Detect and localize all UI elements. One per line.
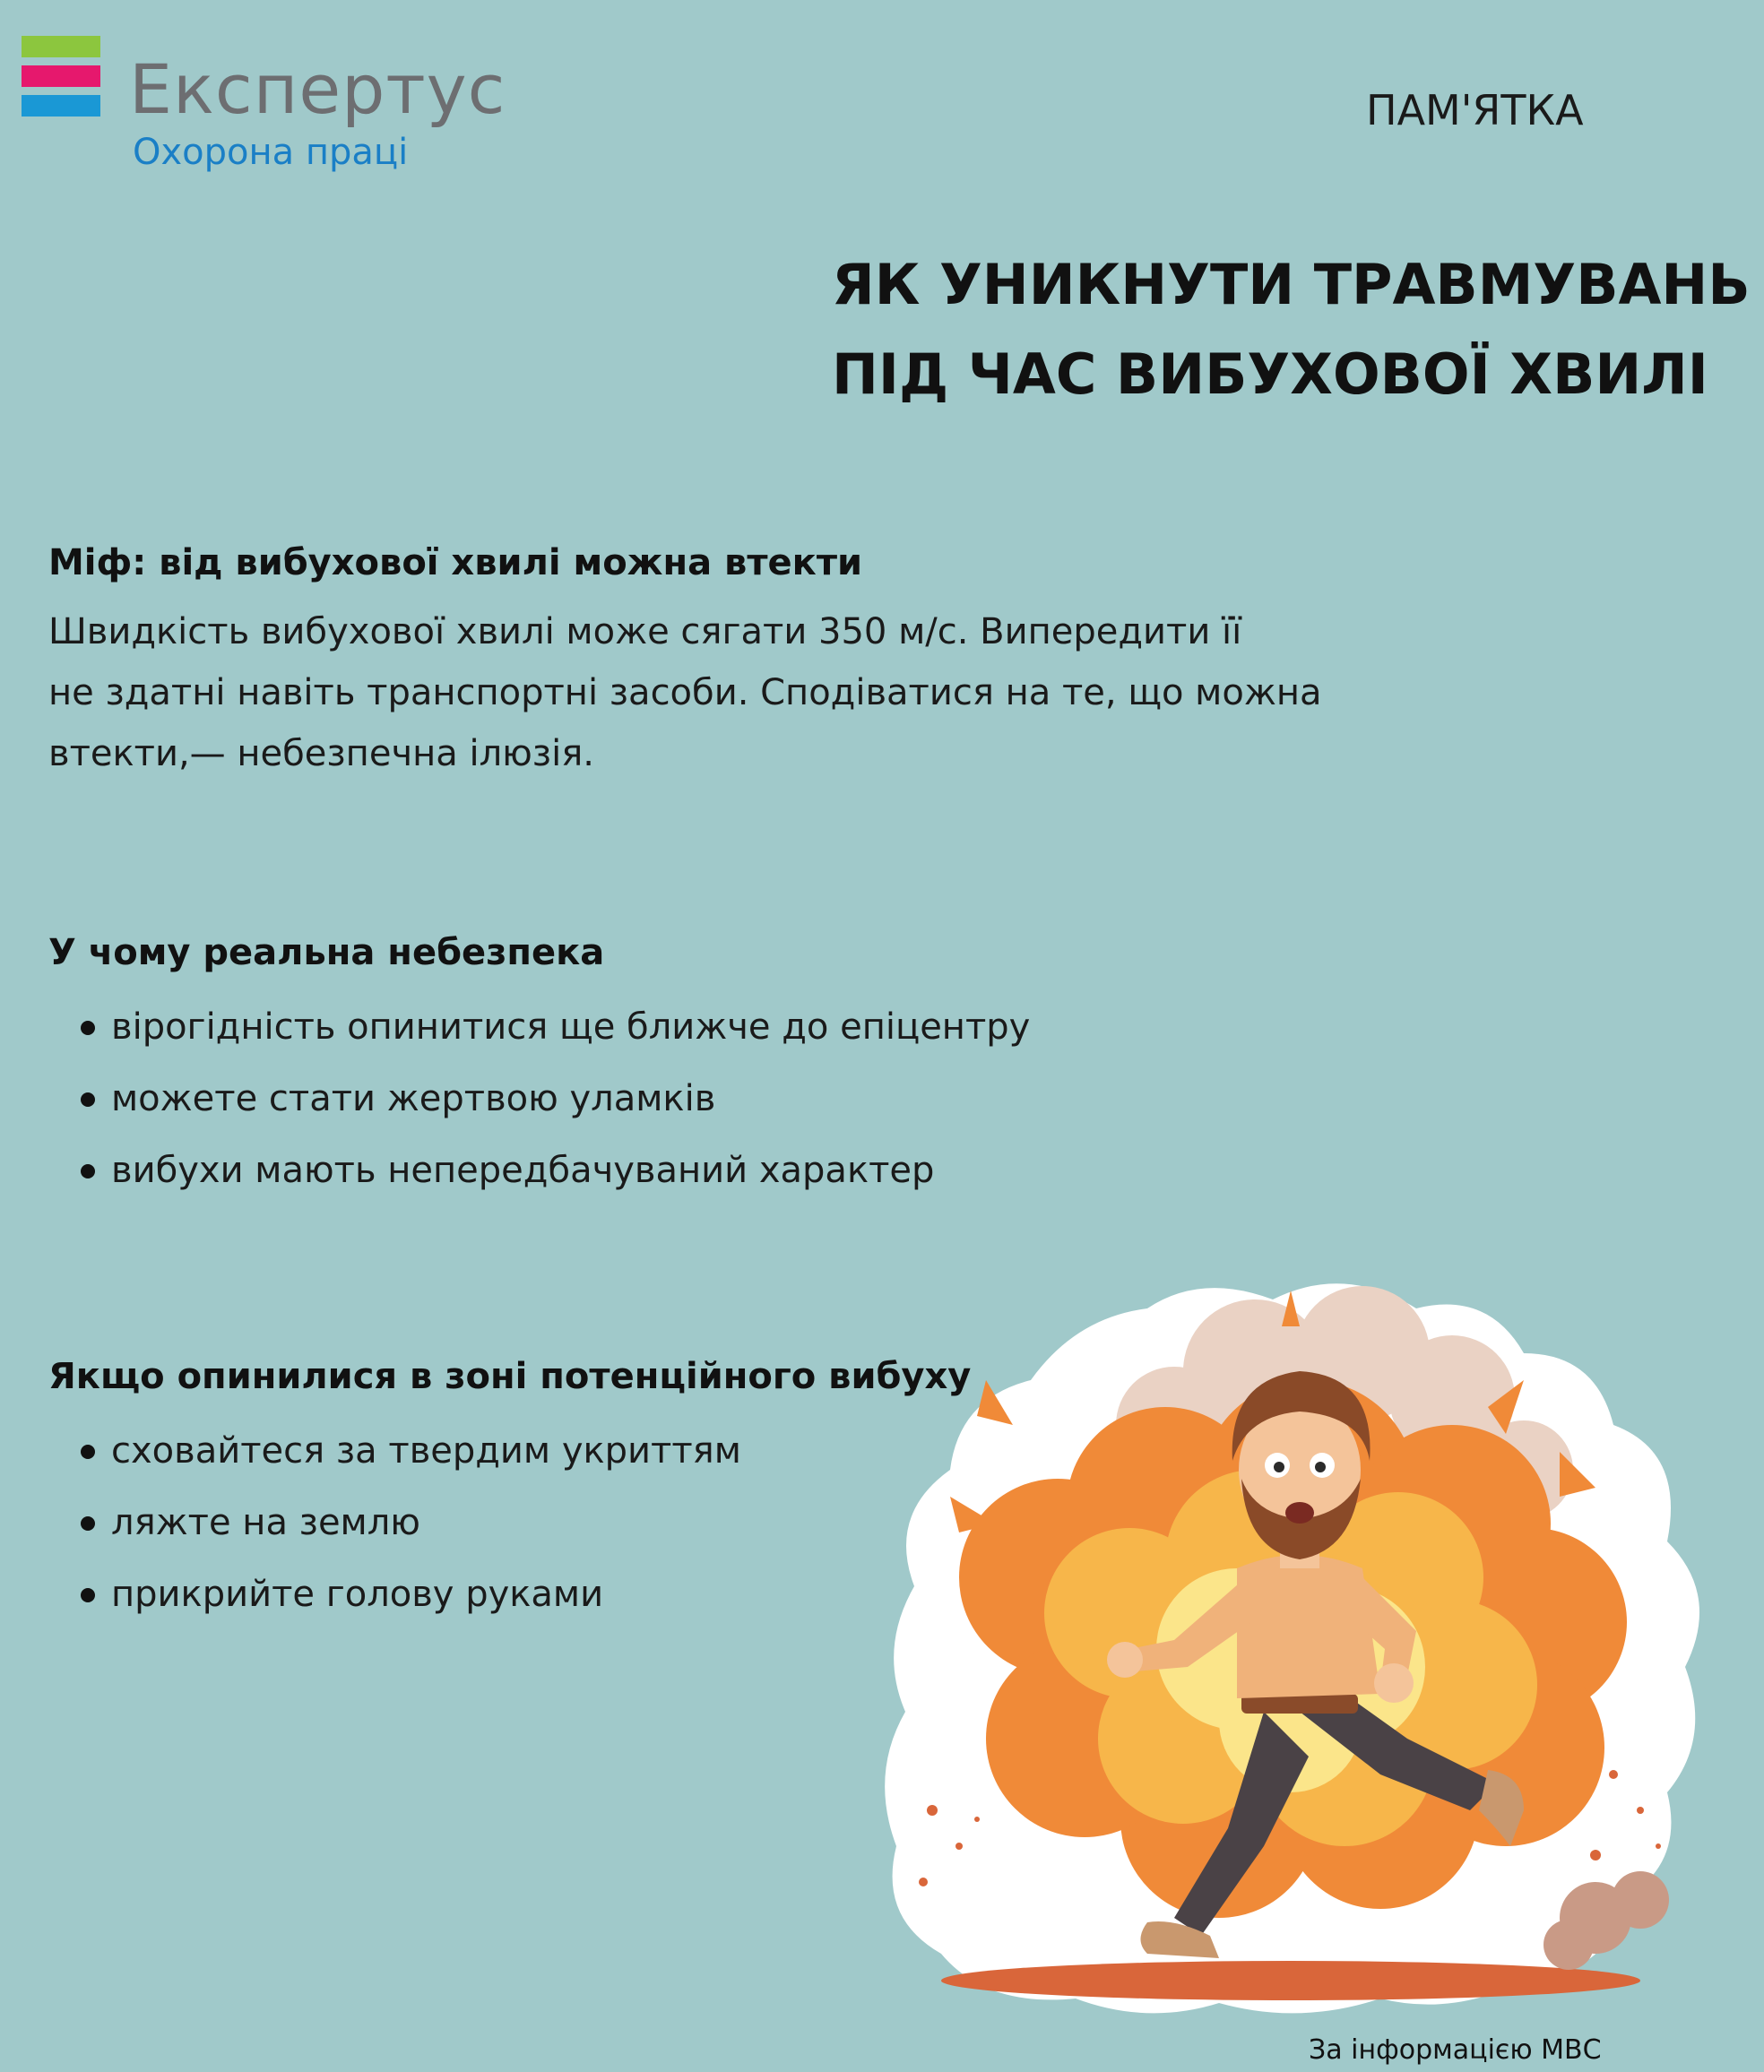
list-item: вибухи мають непередбачуваний характер — [48, 1135, 1030, 1206]
logo-stripes-icon — [22, 36, 100, 117]
logo-brand-name: Експертус — [129, 49, 506, 129]
list-item: ляжте на землю — [48, 1487, 971, 1558]
logo-subtitle: Охорона праці — [133, 132, 409, 173]
list-item: прикрийте голову руками — [48, 1558, 971, 1630]
myth-section — [48, 542, 1322, 784]
bullet-icon — [81, 1164, 95, 1178]
logo-stripe-pink — [22, 65, 100, 87]
myth-line-2: не здатні навіть транспортні засоби. Сподіватися на те, що можна — [48, 672, 1322, 713]
memo-label: ПАМ'ЯТКА — [1366, 86, 1584, 134]
danger-heading: У чому реальна небезпека — [48, 932, 605, 973]
logo-stripe-green — [22, 36, 100, 57]
explosion-man-illustration — [878, 1273, 1721, 2025]
page-title — [832, 240, 1751, 419]
myth-line-1: Швидкість вибухової хвилі може сягати 350 м/с. Випередити її — [48, 611, 1242, 652]
logo-stripe-blue — [22, 95, 100, 117]
list-item: сховайтеся за твердим укриттям — [48, 1415, 971, 1487]
myth-line-3: втекти,— небезпечна ілюзія. — [48, 733, 594, 774]
myth-paragraph — [48, 601, 1322, 784]
actions-heading: Якщо опинилися в зоні потенційного вибуху — [48, 1356, 972, 1397]
source-credit: За інформацією МВС — [1309, 2034, 1602, 2066]
actions-list — [48, 1415, 971, 1630]
bullet-icon — [81, 1588, 95, 1602]
actions-section — [48, 1356, 971, 1630]
myth-heading: Міф: від вибухової хвилі можна втекти — [48, 542, 863, 583]
list-item: можете стати жертвою уламків — [48, 1063, 1030, 1135]
page-title-line-2: ПІД ЧАС ВИБУХОВОЇ ХВИЛІ — [832, 341, 1708, 407]
bullet-icon — [81, 1516, 95, 1531]
danger-list — [48, 991, 1030, 1206]
danger-section — [48, 932, 1030, 1206]
bullet-icon — [81, 1021, 95, 1035]
bullet-icon — [81, 1092, 95, 1107]
brand-logo — [22, 36, 506, 188]
bullet-icon — [81, 1445, 95, 1459]
page-title-line-1: ЯК УНИКНУТИ ТРАВМУВАНЬ — [832, 252, 1751, 317]
list-item: вірогідність опинитися ще ближче до епіцентру — [48, 991, 1030, 1063]
